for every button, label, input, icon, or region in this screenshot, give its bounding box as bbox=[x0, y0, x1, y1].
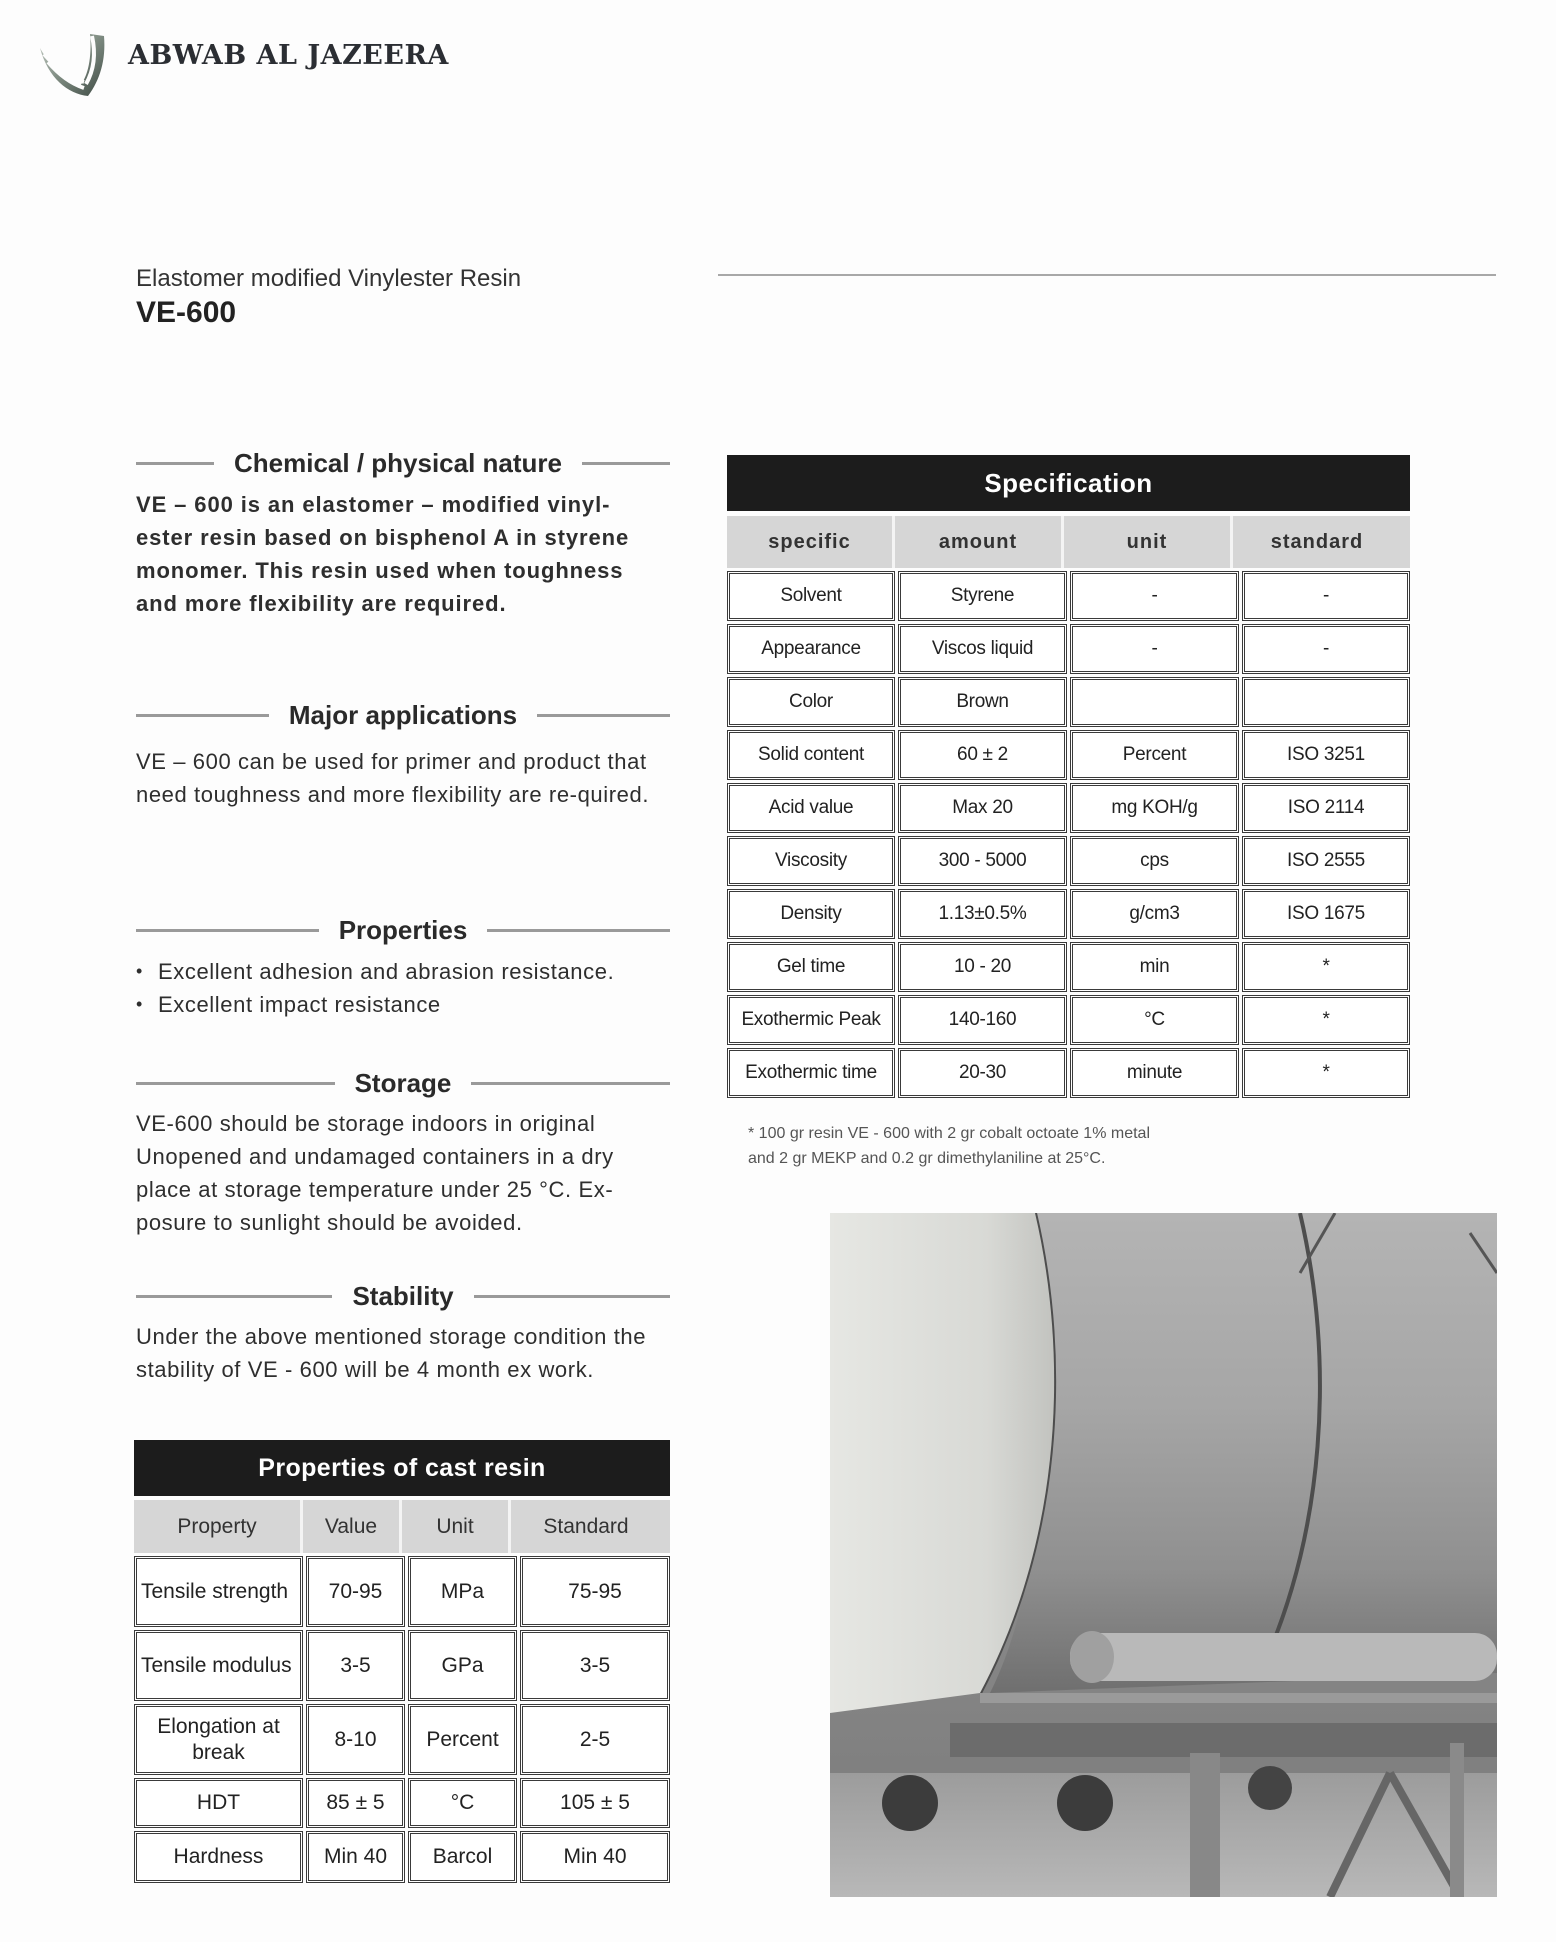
table-cell: Acid value bbox=[727, 783, 895, 833]
section-title: Storage bbox=[354, 1068, 452, 1098]
footnote-line: * 100 gr resin VE - 600 with 2 gr cobalt octoate 1% metal bbox=[748, 1125, 1150, 1142]
table-cell: 60 ± 2 bbox=[898, 730, 1067, 780]
table-header bbox=[134, 1500, 670, 1553]
table-cell: Color bbox=[727, 677, 895, 727]
table-row bbox=[134, 1831, 670, 1883]
brand-name: ABWAB AL JAZEERA bbox=[128, 40, 449, 71]
table-row bbox=[727, 677, 1410, 727]
table-cell: HDT bbox=[134, 1778, 303, 1828]
table-cell: 70-95 bbox=[306, 1556, 405, 1627]
section-heading-storage bbox=[136, 1068, 670, 1099]
table-cell: Hardness bbox=[134, 1831, 303, 1883]
table-row bbox=[134, 1704, 670, 1775]
table-cell: Exothermic Peak bbox=[727, 995, 895, 1045]
list-item: • Excellent adhesion and abrasion resistance. bbox=[136, 955, 676, 988]
table-cell: °C bbox=[408, 1778, 517, 1828]
table-row bbox=[727, 571, 1410, 621]
table-cell: ISO 1675 bbox=[1242, 889, 1410, 939]
table-cell: Styrene bbox=[898, 571, 1067, 621]
column-header: Property bbox=[134, 1500, 303, 1553]
column-header: specific bbox=[727, 516, 895, 568]
column-header: amount bbox=[895, 516, 1064, 568]
table-cell: - bbox=[1070, 571, 1239, 621]
table-cell bbox=[1070, 677, 1239, 727]
table-cell: 8-10 bbox=[306, 1704, 405, 1775]
section-heading-chemical bbox=[136, 448, 670, 479]
table-cell: Brown bbox=[898, 677, 1067, 727]
section-title: Major applications bbox=[288, 700, 518, 730]
table-cell: Max 20 bbox=[898, 783, 1067, 833]
table-row bbox=[727, 995, 1410, 1045]
table-cell: Min 40 bbox=[520, 1831, 670, 1883]
section-body-storage: VE-600 should be storage indoors in original Unopened and undamaged containers in a dry place at storage temperature under 25 °C. Ex-posure to sunlight should be avoided. bbox=[136, 1111, 614, 1235]
table-cell: ISO 2114 bbox=[1242, 783, 1410, 833]
table-cell: Solvent bbox=[727, 571, 895, 621]
table-cell: Appearance bbox=[727, 624, 895, 674]
divider bbox=[487, 929, 670, 932]
divider bbox=[136, 1082, 335, 1085]
table-cell: ISO 2555 bbox=[1242, 836, 1410, 886]
table-cell: minute bbox=[1070, 1048, 1239, 1098]
table-cell: 1.13±0.5% bbox=[898, 889, 1067, 939]
table-cell: 85 ± 5 bbox=[306, 1778, 405, 1828]
table-cell: - bbox=[1242, 571, 1410, 621]
specification-table bbox=[727, 455, 1410, 1098]
table-row bbox=[727, 836, 1410, 886]
table-cell: min bbox=[1070, 942, 1239, 992]
table-title: Properties of cast resin bbox=[134, 1440, 670, 1496]
table-cell: 3-5 bbox=[306, 1630, 405, 1701]
table-cell: 2-5 bbox=[520, 1704, 670, 1775]
table-cell: Barcol bbox=[408, 1831, 517, 1883]
table-cell: Viscos liquid bbox=[898, 624, 1067, 674]
table-row bbox=[727, 783, 1410, 833]
table-cell: ISO 3251 bbox=[1242, 730, 1410, 780]
list-item: • Excellent impact resistance bbox=[136, 988, 676, 1021]
table-cell: Gel time bbox=[727, 942, 895, 992]
table-row bbox=[134, 1556, 670, 1627]
tanker-trailer-photo bbox=[830, 1213, 1497, 1897]
footnote-line: and 2 gr MEKP and 0.2 gr dimethylaniline at 25°C. bbox=[748, 1150, 1106, 1167]
table-cell: GPa bbox=[408, 1630, 517, 1701]
table-cell: - bbox=[1070, 624, 1239, 674]
table-cell: * bbox=[1242, 942, 1410, 992]
table-cell: mg KOH/g bbox=[1070, 783, 1239, 833]
table-cell: g/cm3 bbox=[1070, 889, 1239, 939]
table-row bbox=[727, 730, 1410, 780]
column-header: unit bbox=[1064, 516, 1233, 568]
table-cell: Density bbox=[727, 889, 895, 939]
table-cell: Elongation at break bbox=[134, 1704, 303, 1775]
striped-shield-logo-icon bbox=[34, 30, 110, 100]
specification-footnote bbox=[748, 1121, 1308, 1171]
table-cell: 105 ± 5 bbox=[520, 1778, 670, 1828]
table-cell bbox=[1242, 677, 1410, 727]
table-cell: 300 - 5000 bbox=[898, 836, 1067, 886]
divider bbox=[471, 1082, 670, 1085]
header-divider bbox=[718, 274, 1496, 276]
table-cell: Percent bbox=[1070, 730, 1239, 780]
table-cell: * bbox=[1242, 1048, 1410, 1098]
divider bbox=[474, 1295, 670, 1298]
table-cell: - bbox=[1242, 624, 1410, 674]
section-heading-applications bbox=[136, 700, 670, 731]
column-header: Unit bbox=[402, 1500, 511, 1553]
table-cell: * bbox=[1242, 995, 1410, 1045]
table-title: Specification bbox=[727, 455, 1410, 511]
section-title: Properties bbox=[338, 915, 468, 945]
table-cell: 20-30 bbox=[898, 1048, 1067, 1098]
section-body-applications: VE – 600 can be used for primer and product that need toughness and more flexibility are re-quired. bbox=[136, 749, 650, 807]
table-cell: Solid content bbox=[727, 730, 895, 780]
divider bbox=[136, 714, 269, 717]
table-cell: Exothermic time bbox=[727, 1048, 895, 1098]
table-cell: Min 40 bbox=[306, 1831, 405, 1883]
divider bbox=[136, 462, 214, 465]
table-cell: Percent bbox=[408, 1704, 517, 1775]
section-body-chemical: VE – 600 is an elastomer – modified vinyl-ester resin based on bisphenol A in styrene monomer. This resin used when toughness and more flexibility are required. bbox=[136, 492, 630, 616]
table-cell: Viscosity bbox=[727, 836, 895, 886]
table-row bbox=[134, 1630, 670, 1701]
table-cell: 3-5 bbox=[520, 1630, 670, 1701]
properties-list bbox=[136, 955, 676, 1021]
section-heading-properties bbox=[136, 915, 670, 946]
table-row bbox=[727, 942, 1410, 992]
column-header: standard bbox=[1270, 530, 1364, 553]
product-subtitle: Elastomer modified Vinylester Resin bbox=[136, 265, 522, 292]
table-cell: °C bbox=[1070, 995, 1239, 1045]
table-header bbox=[727, 516, 1410, 568]
cast-resin-table bbox=[134, 1440, 670, 1883]
product-code: VE-600 bbox=[136, 296, 237, 329]
table-cell: MPa bbox=[408, 1556, 517, 1627]
column-header: Value bbox=[303, 1500, 402, 1553]
divider bbox=[582, 462, 670, 465]
section-title: Stability bbox=[352, 1281, 454, 1311]
divider bbox=[537, 714, 670, 717]
table-cell: 10 - 20 bbox=[898, 942, 1067, 992]
column-header: Standard bbox=[543, 1514, 629, 1538]
table-row bbox=[727, 624, 1410, 674]
section-body-stability: Under the above mentioned storage condition the stability of VE - 600 will be 4 month ex work. bbox=[136, 1324, 647, 1382]
section-title: Chemical / physical nature bbox=[234, 448, 563, 478]
table-cell: Tensile strength bbox=[134, 1556, 303, 1627]
table-row bbox=[134, 1778, 670, 1828]
table-cell: 140-160 bbox=[898, 995, 1067, 1045]
divider bbox=[136, 1295, 332, 1298]
section-heading-stability bbox=[136, 1281, 670, 1312]
table-cell: cps bbox=[1070, 836, 1239, 886]
table-row bbox=[727, 889, 1410, 939]
table-row bbox=[727, 1048, 1410, 1098]
table-cell: Tensile modulus bbox=[134, 1630, 303, 1701]
table-cell: 75-95 bbox=[520, 1556, 670, 1627]
divider bbox=[136, 929, 319, 932]
